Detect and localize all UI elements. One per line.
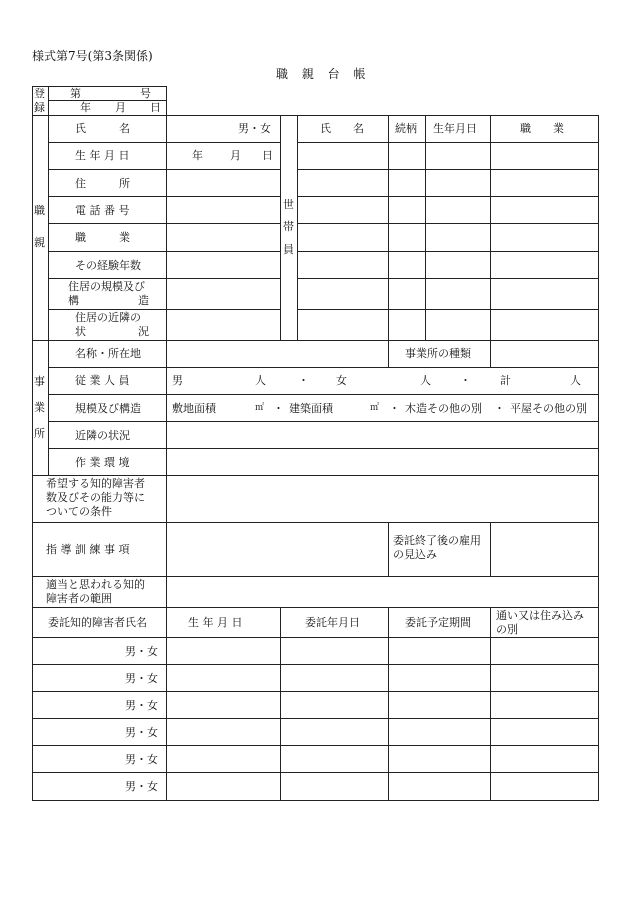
housing-label: 住居の規模及び xyxy=(68,280,145,293)
grid-line xyxy=(490,340,491,368)
grid-line xyxy=(280,607,281,801)
grid-line xyxy=(48,421,599,422)
birth-label: 生 年 月 日 xyxy=(75,149,130,162)
grid-line xyxy=(32,800,599,801)
household-vlabel: 員 xyxy=(283,243,294,256)
grid-line xyxy=(388,115,389,341)
neighbor-label: 住居の近隣の xyxy=(75,311,141,324)
grid-line xyxy=(32,607,599,608)
household-vlabel: 帯 xyxy=(283,220,294,233)
wish-conditions-label: ついての条件 xyxy=(46,505,112,518)
experience-label: その経験年数 xyxy=(75,259,141,272)
after-employment-label: 委託終了後の雇用 xyxy=(393,534,481,547)
grid-line xyxy=(48,86,49,116)
address-label: 住 所 xyxy=(75,177,130,190)
entrust-row-sex: 男・女 xyxy=(125,780,158,793)
business-neighbor-label: 近隣の状況 xyxy=(75,429,130,442)
birth-day: 日 xyxy=(262,149,273,162)
page-title: 職 親 台 帳 xyxy=(276,67,371,81)
grid-line xyxy=(297,309,599,310)
employees-unit: 人 xyxy=(570,374,581,387)
suitable-range-label: 障害者の範囲 xyxy=(46,592,112,605)
grid-line xyxy=(166,585,167,607)
grid-line xyxy=(166,86,167,116)
separator-dot: ・ xyxy=(273,402,284,415)
grid-line xyxy=(280,115,281,341)
occupation-label: 職 業 xyxy=(75,231,130,244)
housing-label: 造 xyxy=(138,294,149,307)
household-col-name: 氏 名 xyxy=(320,122,364,135)
grid-line xyxy=(490,115,491,341)
entrust-col-date: 委託年月日 xyxy=(305,616,360,629)
entrust-col-period: 委託予定期間 xyxy=(405,616,471,629)
grid-line xyxy=(297,251,599,252)
business-vlabel: 所 xyxy=(34,427,45,440)
grid-line xyxy=(388,340,389,368)
separator-dot: ・ xyxy=(389,402,400,415)
wish-conditions-label: 希望する知的障害者 xyxy=(46,477,145,490)
entrust-row-sex: 男・女 xyxy=(125,699,158,712)
grid-line xyxy=(166,607,167,801)
grid-line xyxy=(48,251,280,252)
grid-line xyxy=(32,115,599,116)
registration-year: 年 xyxy=(80,101,91,114)
grid-line xyxy=(32,86,33,801)
household-col-occupation: 職 業 xyxy=(520,122,564,135)
household-col-birth: 生年月日 xyxy=(433,122,477,135)
shokushin-vlabel: 職 xyxy=(34,204,45,217)
grid-line xyxy=(48,142,280,143)
grid-line xyxy=(388,607,389,801)
entrust-row-sex: 男・女 xyxy=(125,753,158,766)
grid-line xyxy=(48,448,599,449)
entrust-col-birth: 生 年 月 日 xyxy=(188,616,243,629)
grid-line xyxy=(32,475,599,476)
grid-line xyxy=(48,367,599,368)
household-vlabel: 世 xyxy=(283,198,294,211)
separator-dot: ・ xyxy=(494,402,505,415)
birth-month: 月 xyxy=(230,149,241,162)
grid-line xyxy=(297,169,599,170)
registration-number-suffix: 号 xyxy=(140,87,151,100)
grid-line xyxy=(48,278,280,279)
employees-female: 女 xyxy=(336,374,347,387)
work-env-label: 作 業 環 境 xyxy=(75,456,130,469)
entrust-col-commute: 通い又は住み込み xyxy=(496,609,584,622)
form-number: 様式第7号(第3条関係) xyxy=(32,49,153,63)
site-area: 敷地面積 xyxy=(172,402,216,415)
after-employment-label: の見込み xyxy=(393,548,437,561)
grid-line xyxy=(297,115,298,341)
grid-line xyxy=(48,394,599,395)
business-vlabel: 業 xyxy=(34,401,45,414)
sqm-unit: ㎡ xyxy=(370,403,380,413)
entrust-row-sex: 男・女 xyxy=(125,672,158,685)
grid-line xyxy=(166,115,167,585)
business-name-label: 名称・所在地 xyxy=(75,347,141,360)
grid-line xyxy=(490,522,491,577)
phone-label: 電 話 番 号 xyxy=(75,204,130,217)
grid-line xyxy=(32,772,599,773)
grid-line xyxy=(598,115,599,801)
entrust-row-sex: 男・女 xyxy=(125,645,158,658)
grid-line xyxy=(32,340,599,341)
grid-line xyxy=(48,223,280,224)
employees-unit: 人 xyxy=(420,374,431,387)
registration-day: 日 xyxy=(150,101,161,114)
business-type-label: 事業所の種類 xyxy=(405,347,471,360)
grid-line xyxy=(297,196,599,197)
entrust-col-name: 委託知的障害者氏名 xyxy=(48,616,147,629)
wish-conditions-label: 数及びその能力等に xyxy=(46,491,145,504)
sqm-unit: ㎡ xyxy=(255,403,265,413)
sex-choice: 男・女 xyxy=(238,122,271,135)
grid-line xyxy=(490,607,491,801)
wood-other: 木造その他の別 xyxy=(405,402,482,415)
employees-male: 男 xyxy=(172,374,183,387)
entrust-col-commute: の別 xyxy=(496,623,518,636)
grid-line xyxy=(32,522,599,523)
grid-line xyxy=(32,691,599,692)
grid-line xyxy=(32,745,599,746)
grid-line xyxy=(48,196,280,197)
grid-line xyxy=(48,309,280,310)
birth-year: 年 xyxy=(192,149,203,162)
registration-label-top: 登 xyxy=(34,87,45,100)
registration-month: 月 xyxy=(115,101,126,114)
grid-line xyxy=(32,718,599,719)
name-label: 氏 名 xyxy=(75,122,130,135)
grid-line xyxy=(297,223,599,224)
scale-label: 規模及び構造 xyxy=(75,402,141,415)
building-area: 建築面積 xyxy=(289,402,333,415)
shokushin-vlabel: 親 xyxy=(34,236,45,249)
guidance-label: 指 導 訓 練 事 項 xyxy=(46,543,130,556)
employees-label: 従 業 人 員 xyxy=(75,374,130,387)
grid-line xyxy=(32,576,599,577)
suitable-range-label: 適当と思われる知的 xyxy=(46,578,145,591)
housing-label: 構 xyxy=(68,294,79,307)
single-other: 平屋その他の別 xyxy=(510,402,587,415)
grid-line xyxy=(425,115,426,341)
employees-total: 計 xyxy=(500,374,511,387)
grid-line xyxy=(388,522,389,577)
household-col-relation: 続柄 xyxy=(395,122,417,135)
employees-unit: 人 xyxy=(255,374,266,387)
neighbor-label: 況 xyxy=(138,325,149,338)
registration-number-prefix: 第 xyxy=(70,87,81,100)
employees-dot: ・ xyxy=(460,374,471,387)
business-vlabel: 事 xyxy=(34,375,45,388)
grid-line xyxy=(48,169,280,170)
neighbor-label: 状 xyxy=(75,325,86,338)
entrust-row-sex: 男・女 xyxy=(125,726,158,739)
employees-dot: ・ xyxy=(298,374,309,387)
grid-line xyxy=(48,115,49,476)
grid-line xyxy=(297,278,599,279)
grid-line xyxy=(32,664,599,665)
grid-line xyxy=(297,142,599,143)
grid-line xyxy=(32,637,599,638)
registration-label-bottom: 録 xyxy=(34,101,45,114)
